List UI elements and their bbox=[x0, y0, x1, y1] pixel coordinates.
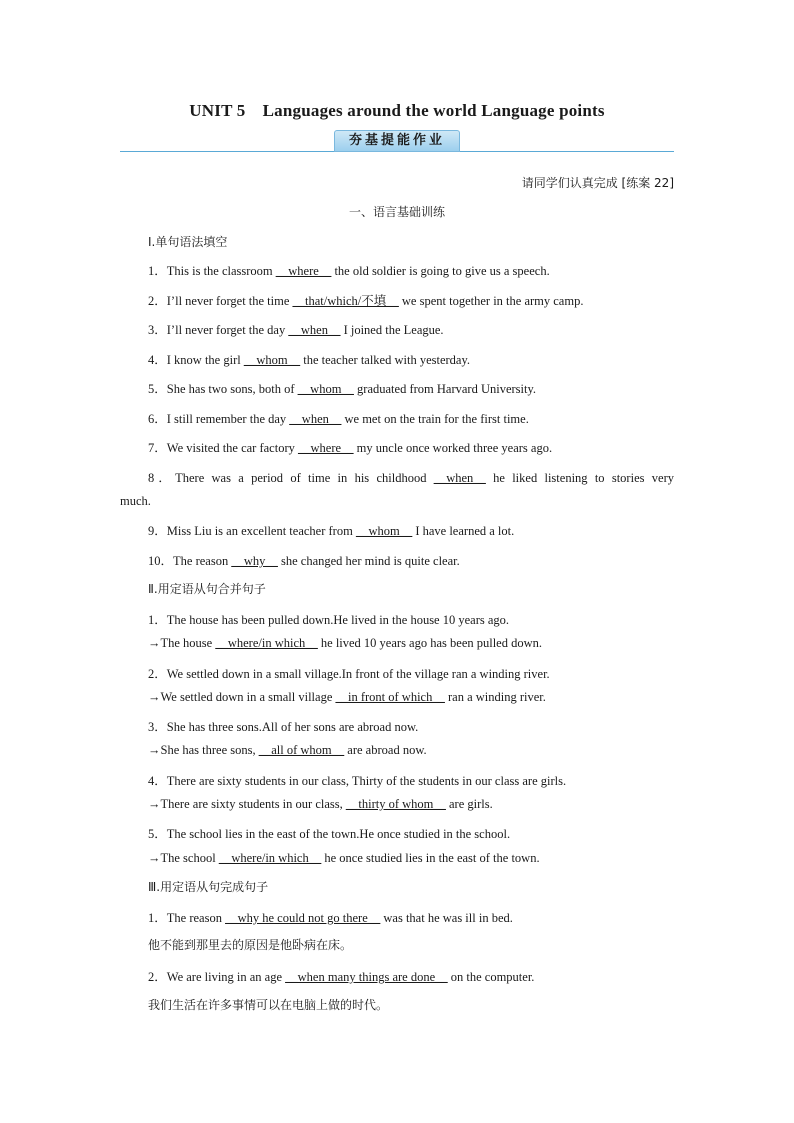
answer-blank: __thirty of whom__ bbox=[345, 797, 446, 811]
exercise-item-continuation: much. bbox=[120, 494, 151, 508]
chinese-translation: 他不能到那里去的原因是他卧病在床。 bbox=[148, 938, 353, 952]
exercise-item: 8．There was a period of time in his childhood __when__ he liked listening to stories very bbox=[148, 471, 674, 485]
combine-question: 3．She has three sons.All of her sons are abroad now. bbox=[148, 720, 419, 734]
combine-answer: →We settled down in a small village __in front of which__ ran a winding river. bbox=[148, 690, 546, 704]
combine-question: 4．There are sixty students in our class, Thirty of the students in our class are girls. bbox=[148, 774, 567, 788]
answer-blank: __whom__ bbox=[297, 382, 354, 396]
homework-banner: 夯基提能作业 bbox=[334, 130, 460, 152]
exercise-item: 5．She has two sons, both of __whom__ graduated from Harvard University. bbox=[148, 382, 537, 396]
chinese-translation: 我们生活在许多事情可以在电脑上做的时代。 bbox=[148, 998, 389, 1012]
exercise-item: 10．The reason __why__ she changed her mind is quite clear. bbox=[148, 554, 460, 568]
answer-blank: __that/which/不填__ bbox=[292, 294, 399, 308]
answer-blank: __in front of which__ bbox=[335, 690, 445, 704]
part1-heading: Ⅰ.单句语法填空 bbox=[148, 235, 228, 249]
answer-blank: __when__ bbox=[433, 471, 486, 485]
answer-blank: __where/in which__ bbox=[215, 636, 318, 650]
page-title: UNIT 5 Languages around the world Language points bbox=[189, 101, 605, 120]
answer-blank: __when many things are done__ bbox=[285, 970, 448, 984]
instruction-text: 请同学们认真完成 [练案 22] bbox=[521, 176, 674, 190]
combine-question: 5．The school lies in the east of the town.He once studied in the school. bbox=[148, 827, 511, 841]
combine-answer: →There are sixty students in our class, __thirty of whom__ are girls. bbox=[148, 797, 493, 811]
exercise-item: 2．I’ll never forget the time __that/which/不填__ we spent together in the army camp. bbox=[148, 294, 584, 308]
answer-blank: __where__ bbox=[275, 264, 332, 278]
combine-answer: →The school __where/in which__ he once studied lies in the east of the town. bbox=[148, 851, 540, 865]
combine-answer: →She has three sons, __all of whom__ are abroad now. bbox=[148, 743, 427, 757]
part3-heading: Ⅲ.用定语从句完成句子 bbox=[148, 880, 269, 894]
combine-answer: →The house __where/in which__ he lived 10 years ago has been pulled down. bbox=[148, 636, 543, 650]
combine-question: 2．We settled down in a small village.In front of the village ran a winding river. bbox=[148, 667, 550, 681]
answer-blank: __where/in which__ bbox=[218, 851, 322, 865]
exercise-item: 2．We are living in an age __when many things are done__ on the computer. bbox=[148, 970, 535, 984]
answer-blank: __whom__ bbox=[355, 524, 413, 538]
exercise-item: 3．I’ll never forget the day __when__ I joined the League. bbox=[148, 323, 444, 337]
combine-question: 1．The house has been pulled down.He lived in the house 10 years ago. bbox=[148, 613, 510, 627]
exercise-item: 1．This is the classroom __where__ the old soldier is going to give us a speech. bbox=[148, 264, 550, 278]
exercise-item: 1．The reason __why he could not go there__ was that he was ill in bed. bbox=[148, 911, 513, 925]
exercise-item: 4．I know the girl __whom__ the teacher talked with yesterday. bbox=[148, 353, 471, 367]
answer-blank: __whom__ bbox=[243, 353, 301, 367]
answer-blank: __when__ bbox=[288, 323, 341, 337]
answer-blank: __why he could not go there__ bbox=[225, 911, 381, 925]
part2-heading: Ⅱ.用定语从句合并句子 bbox=[148, 582, 266, 596]
answer-blank: __all of whom__ bbox=[258, 743, 345, 757]
answer-blank: __why__ bbox=[231, 554, 278, 568]
answer-blank: __when__ bbox=[289, 412, 342, 426]
answer-blank: __where__ bbox=[298, 441, 354, 455]
exercise-item: 6．I still remember the day __when__ we met on the train for the first time. bbox=[148, 412, 529, 426]
exercise-item: 9．Miss Liu is an excellent teacher from __whom__ I have learned a lot. bbox=[148, 524, 515, 538]
section-heading: 一、语言基础训练 bbox=[348, 205, 445, 219]
exercise-item: 7．We visited the car factory __where__ my uncle once worked three years ago. bbox=[148, 441, 553, 455]
